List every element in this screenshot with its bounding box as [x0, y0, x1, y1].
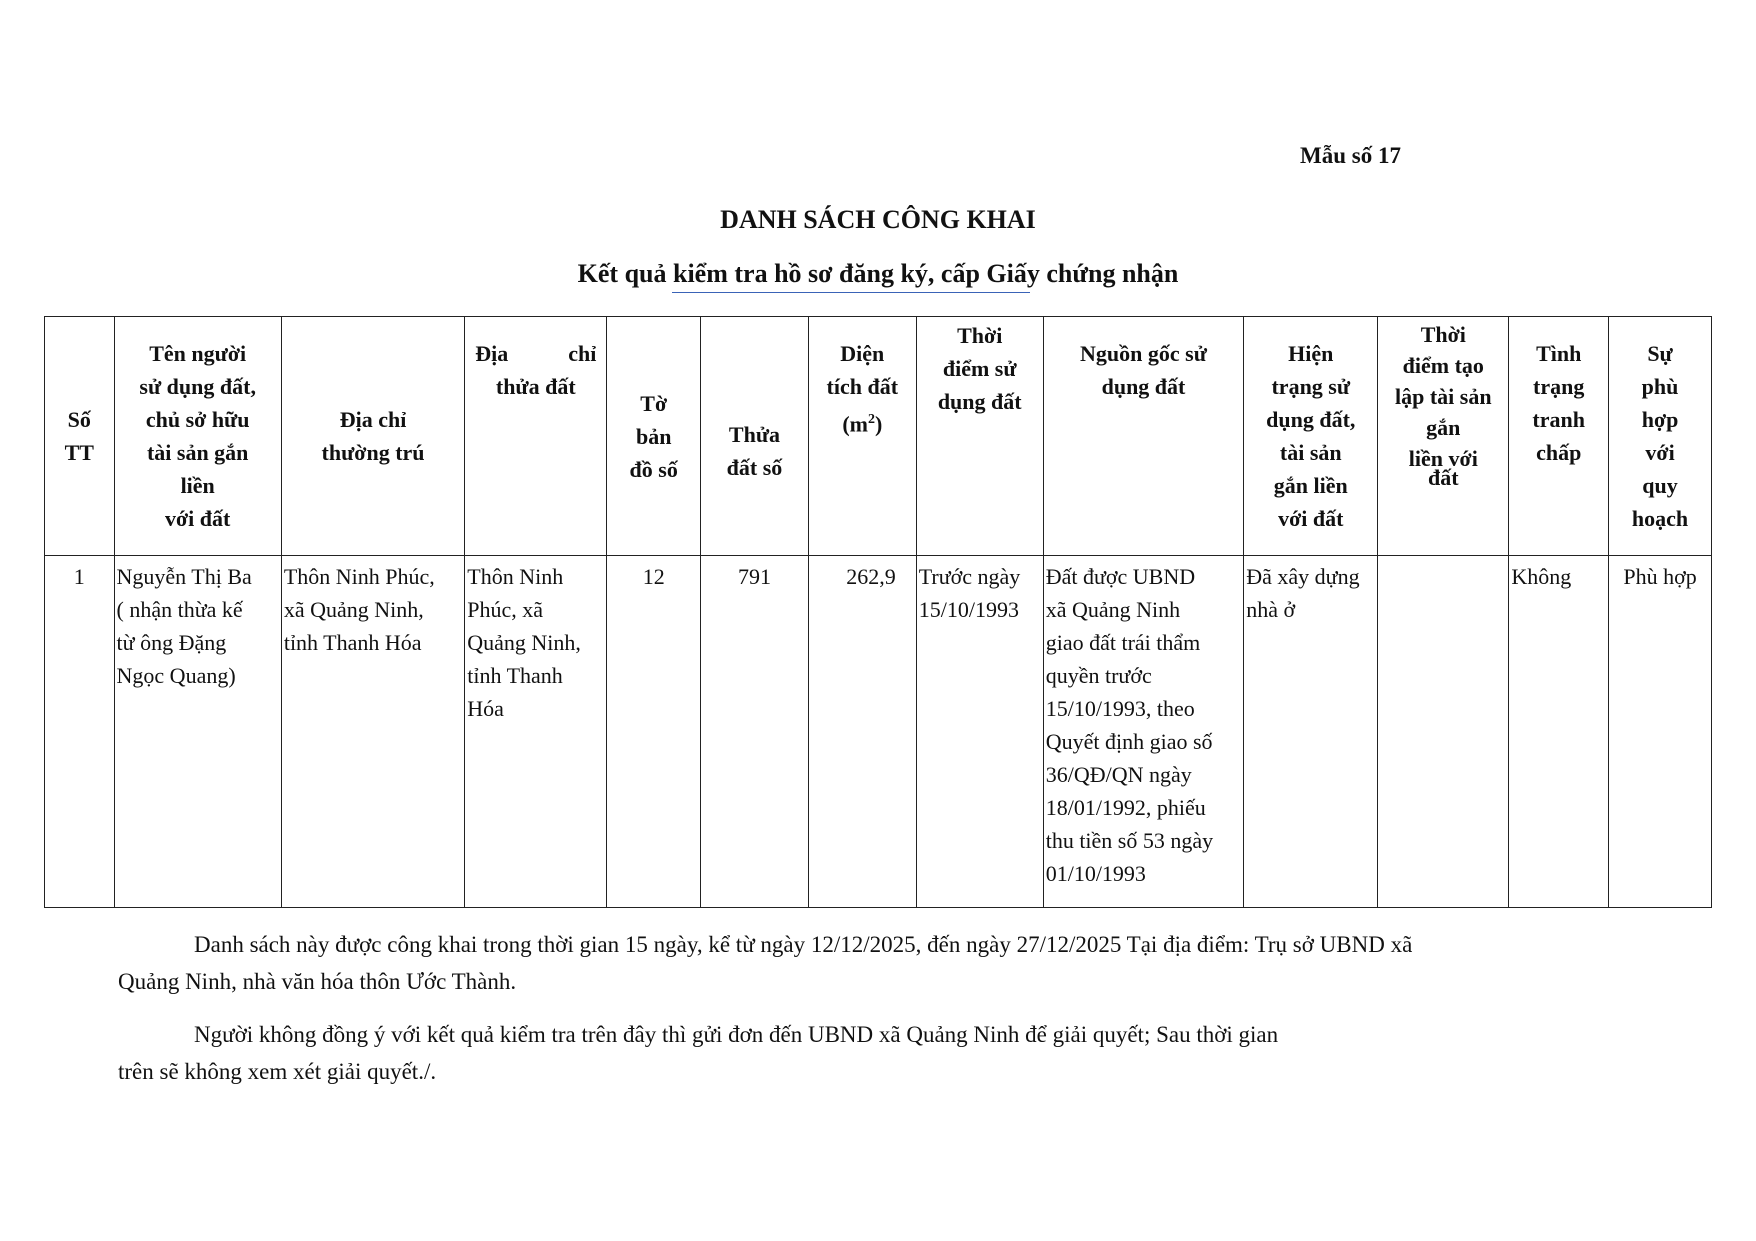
form-number: Mẫu số 17 — [1300, 143, 1401, 168]
column-header-stt: Số TT — [45, 317, 115, 556]
cell-dispute-status: Không — [1509, 556, 1609, 908]
table-row — [45, 556, 1712, 908]
column-header-parcel-address: Địa chỉ thửa đất — [465, 317, 607, 556]
column-header-planning-conformity: Sự phù hợp với quy hoạch — [1609, 317, 1712, 556]
cell-area: 262,9 — [808, 556, 916, 908]
cell-owner: Nguyễn Thị Ba ( nhận thừa kế từ ông Đặng Ngọc Quang) — [114, 556, 281, 908]
cell-residence: Thôn Ninh Phúc, xã Quảng Ninh, tỉnh Thanh Hóa — [281, 556, 464, 908]
cell-land-origin: Đất được UBND xã Quảng Ninh giao đất trái thẩm quyền trước 15/10/1993, theo Quyết định giao số 36/QĐ/QN ngày 18/01/1992, phiếu thu tiền số 53 ngày 01/10/1993 — [1043, 556, 1244, 908]
cell-current-status: Đã xây dựng nhà ở — [1244, 556, 1378, 908]
public-period-note: Danh sách này được công khai trong thời gian 15 ngày, kể từ ngày 12/12/2025, đến ngày 27/12/2025 Tại địa điểm: Trụ sở UBND xã Quảng Ninh, nhà văn hóa thôn Ước Thành. — [118, 932, 1413, 994]
column-header-asset-creation-time: Thời điểm tạo lập tài sản gắn liền với đất — [1378, 317, 1509, 556]
document-title: DANH SÁCH CÔNG KHAI — [720, 205, 1036, 234]
cell-parcel-number: 791 — [701, 556, 809, 908]
document-subtitle: Kết quả kiểm tra hồ sơ đăng ký, cấp Giấy chứng nhận — [577, 259, 1179, 288]
cell-map-sheet: 12 — [607, 556, 701, 908]
spellcheck-underline — [672, 292, 1030, 293]
cell-asset-creation-time — [1378, 556, 1509, 908]
column-header-area: Diện tích đất $(m^2)$ — [808, 317, 916, 556]
column-header-parcel-number: Thửa đất số — [701, 317, 809, 556]
column-header-map-sheet: Tờ bản đồ số — [607, 317, 701, 556]
cell-use-time: Trước ngày 15/10/1993 — [916, 556, 1043, 908]
public-list-table — [44, 316, 1712, 908]
cell-stt: 1 — [45, 556, 115, 908]
table-header-row — [45, 317, 1712, 556]
cell-parcel-address: Thôn Ninh Phúc, xã Quảng Ninh, tỉnh Thanh Hóa — [465, 556, 607, 908]
column-header-current-status: Hiện trạng sử dụng đất, tài sản gắn liền với đất — [1244, 317, 1378, 556]
column-header-use-time: Thời điểm sử dụng đất — [916, 317, 1043, 556]
column-header-residence: Địa chỉ thường trú — [281, 317, 464, 556]
column-header-owner: Tên người sử dụng đất, chủ sở hữu tài sản gắn liền với đất — [114, 317, 281, 556]
column-header-land-origin: Nguồn gốc sử dụng đất — [1043, 317, 1244, 556]
cell-planning-conformity: Phù hợp — [1609, 556, 1712, 908]
complaint-note: Người không đồng ý với kết quả kiểm tra trên đây thì gửi đơn đến UBND xã Quảng Ninh để giải quyết; Sau thời gian trên sẽ không xem xét giải quyết./. — [118, 1022, 1279, 1084]
column-header-dispute-status: Tình trạng tranh chấp — [1509, 317, 1609, 556]
